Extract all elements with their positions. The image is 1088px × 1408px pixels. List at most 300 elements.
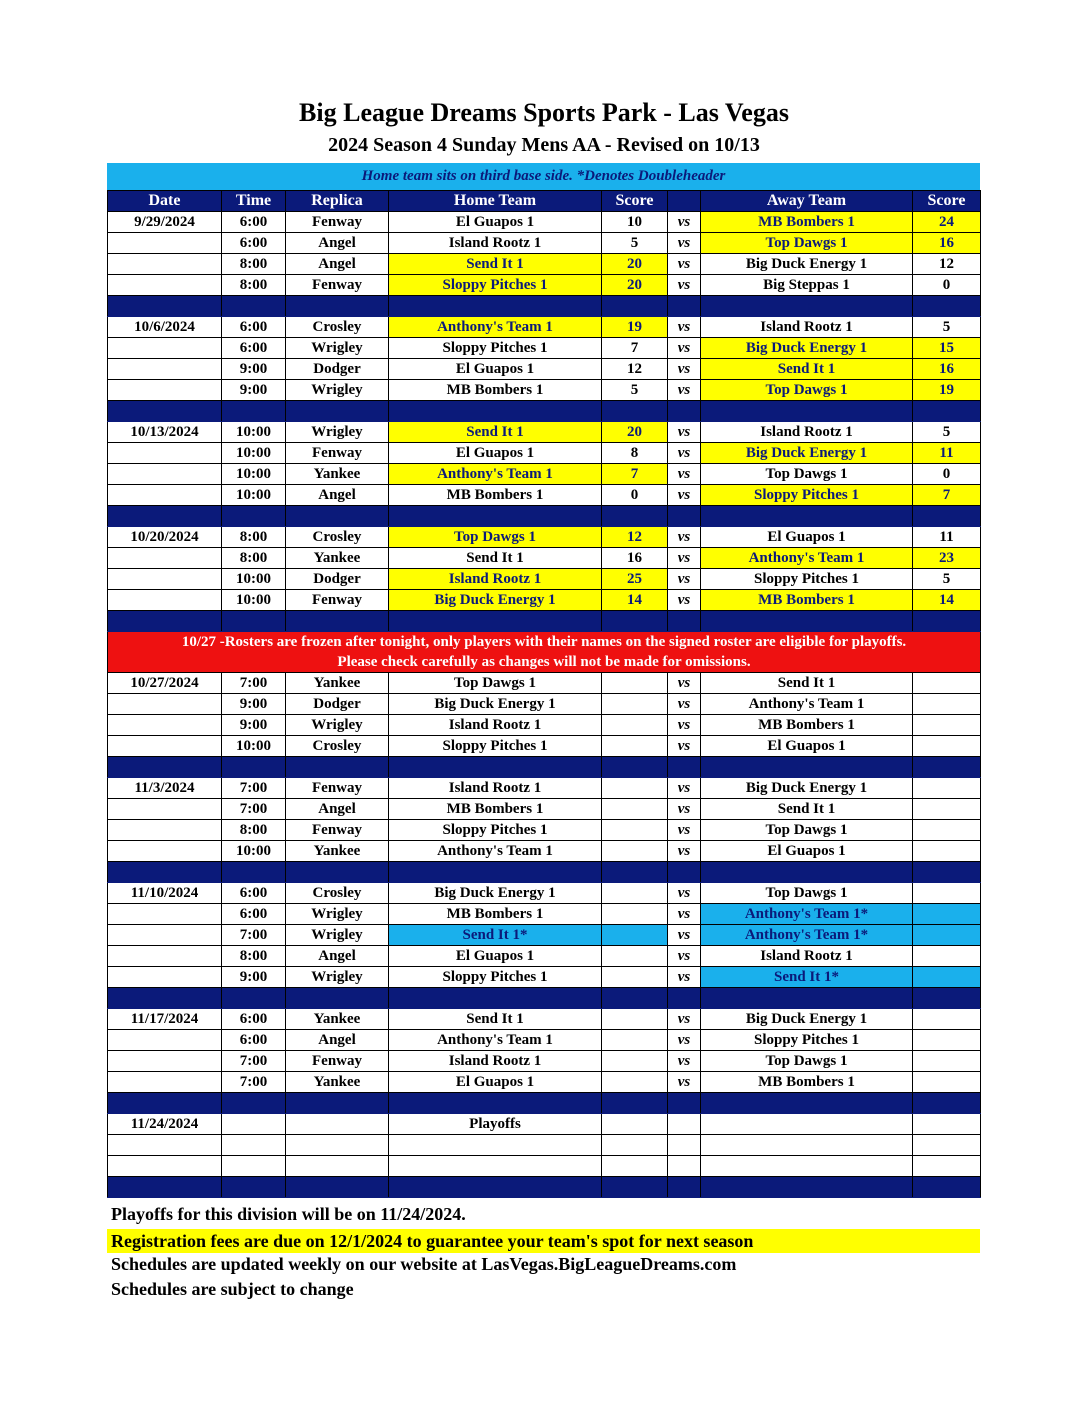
- separator-cell: [701, 988, 913, 1009]
- time-cell: 9:00: [222, 715, 286, 736]
- page-subtitle: 2024 Season 4 Sunday Mens AA - Revised on 10/13: [328, 134, 760, 156]
- vs-cell: vs: [668, 715, 701, 736]
- away-score-cell: [913, 1114, 981, 1135]
- time-cell: 6:00: [222, 883, 286, 904]
- home-score-cell: 25: [602, 569, 668, 590]
- notice-line-1: 10/27 -Rosters are frozen after tonight, only players with their names on the signed roster are eligible for playoffs.: [181, 634, 907, 650]
- separator-cell: [286, 988, 389, 1009]
- separator-cell: [222, 506, 286, 527]
- separator-cell: [286, 506, 389, 527]
- date-cell: [108, 548, 222, 569]
- away-score-cell: 11: [913, 443, 981, 464]
- separator-cell: [222, 862, 286, 883]
- separator-cell: [222, 988, 286, 1009]
- away-score-cell: 19: [913, 380, 981, 401]
- away-score-cell: 16: [913, 233, 981, 254]
- replica-cell: Wrigley: [286, 422, 389, 443]
- date-cell: [108, 380, 222, 401]
- separator-cell: [108, 611, 222, 632]
- time-cell: 10:00: [222, 590, 286, 611]
- time-cell: 8:00: [222, 275, 286, 296]
- home-team-cell: Sloppy Pitches 1: [389, 338, 602, 359]
- time-cell: 9:00: [222, 694, 286, 715]
- away-score-cell: [913, 883, 981, 904]
- away-team-cell: Island Rootz 1: [701, 422, 913, 443]
- vs-cell: vs: [668, 569, 701, 590]
- home-score-cell: [602, 799, 668, 820]
- game-row: [108, 590, 981, 611]
- time-cell: 10:00: [222, 841, 286, 862]
- home-score-cell: [602, 967, 668, 988]
- separator-cell: [286, 757, 389, 778]
- vs-cell: vs: [668, 233, 701, 254]
- separator-cell: [913, 988, 981, 1009]
- home-score-cell: 0: [602, 485, 668, 506]
- date-cell: [108, 694, 222, 715]
- away-score-cell: 0: [913, 464, 981, 485]
- date-cell: [108, 820, 222, 841]
- separator-cell: [701, 1093, 913, 1114]
- time-cell: 6:00: [222, 338, 286, 359]
- separator-cell: [108, 1177, 222, 1198]
- vs-cell: vs: [668, 317, 701, 338]
- home-team-cell: Send It 1: [389, 548, 602, 569]
- away-score-cell: [913, 841, 981, 862]
- home-team-cell: Anthony's Team 1: [389, 317, 602, 338]
- replica-cell: Wrigley: [286, 904, 389, 925]
- home-score-cell: 8: [602, 443, 668, 464]
- away-score-cell: [913, 946, 981, 967]
- away-score-cell: [913, 694, 981, 715]
- away-score-cell: 16: [913, 359, 981, 380]
- away-team-cell: Top Dawgs 1: [701, 233, 913, 254]
- time-cell: 7:00: [222, 778, 286, 799]
- separator-cell: [108, 296, 222, 317]
- time-cell: 10:00: [222, 736, 286, 757]
- separator-cell: [602, 296, 668, 317]
- game-row: [108, 883, 981, 904]
- vs-cell: [668, 1156, 701, 1177]
- away-score-cell: [913, 820, 981, 841]
- date-cell: [108, 233, 222, 254]
- away-team-cell: Big Duck Energy 1: [701, 338, 913, 359]
- date-cell: [108, 904, 222, 925]
- separator-cell: [108, 506, 222, 527]
- home-team-cell: Island Rootz 1: [389, 778, 602, 799]
- separator-cell: [701, 862, 913, 883]
- replica-cell: Fenway: [286, 1051, 389, 1072]
- date-cell: [108, 464, 222, 485]
- game-row: [108, 464, 981, 485]
- home-score-cell: [602, 1135, 668, 1156]
- doubleheader-note: Home team sits on third base side. *Denotes Doubleheader: [107, 163, 980, 190]
- game-row: [108, 820, 981, 841]
- separator-cell: [602, 401, 668, 422]
- vs-cell: vs: [668, 590, 701, 611]
- separator-cell: [913, 401, 981, 422]
- separator-cell: [913, 611, 981, 632]
- separator-cell: [389, 862, 602, 883]
- separator-cell: [701, 1177, 913, 1198]
- date-cell: 11/24/2024: [108, 1114, 222, 1135]
- separator-cell: [286, 296, 389, 317]
- away-team-cell: Big Duck Energy 1: [701, 443, 913, 464]
- away-score-cell: [913, 1156, 981, 1177]
- home-team-cell: Send It 1*: [389, 925, 602, 946]
- game-row: [108, 799, 981, 820]
- separator-cell: [668, 1177, 701, 1198]
- home-score-cell: [602, 883, 668, 904]
- home-team-cell: El Guapos 1: [389, 946, 602, 967]
- separator-cell: [389, 611, 602, 632]
- separator-cell: [701, 401, 913, 422]
- away-team-cell: Island Rootz 1: [701, 946, 913, 967]
- home-team-cell: Island Rootz 1: [389, 715, 602, 736]
- home-score-cell: [602, 778, 668, 799]
- home-team-cell: Island Rootz 1: [389, 233, 602, 254]
- separator-cell: [286, 401, 389, 422]
- away-team-cell: El Guapos 1: [701, 736, 913, 757]
- time-cell: 6:00: [222, 904, 286, 925]
- vs-cell: vs: [668, 904, 701, 925]
- separator-cell: [602, 506, 668, 527]
- replica-cell: Angel: [286, 1030, 389, 1051]
- vs-cell: vs: [668, 925, 701, 946]
- vs-cell: vs: [668, 464, 701, 485]
- separator-cell: [913, 757, 981, 778]
- date-cell: [108, 1156, 222, 1177]
- home-team-cell: Send It 1: [389, 1009, 602, 1030]
- vs-cell: vs: [668, 736, 701, 757]
- date-cell: [108, 946, 222, 967]
- time-cell: 9:00: [222, 967, 286, 988]
- vs-cell: [668, 1114, 701, 1135]
- home-score-cell: [602, 1030, 668, 1051]
- away-score-cell: 5: [913, 569, 981, 590]
- separator-cell: [602, 757, 668, 778]
- away-score-cell: 14: [913, 590, 981, 611]
- week-separator: [108, 506, 981, 527]
- date-cell: [108, 1072, 222, 1093]
- home-score-cell: [602, 841, 668, 862]
- game-row: [108, 904, 981, 925]
- replica-cell: Wrigley: [286, 925, 389, 946]
- away-team-cell: Top Dawgs 1: [701, 883, 913, 904]
- replica-cell: Dodger: [286, 359, 389, 380]
- home-score-cell: 20: [602, 422, 668, 443]
- separator-cell: [286, 1177, 389, 1198]
- separator-cell: [108, 401, 222, 422]
- game-row: [108, 1156, 981, 1177]
- away-team-cell: Big Steppas 1: [701, 275, 913, 296]
- col-vs-header: [668, 191, 701, 212]
- replica-cell: Angel: [286, 233, 389, 254]
- away-score-cell: 15: [913, 338, 981, 359]
- home-score-cell: 12: [602, 527, 668, 548]
- separator-cell: [668, 862, 701, 883]
- game-row: [108, 569, 981, 590]
- separator-cell: [222, 401, 286, 422]
- home-team-cell: Top Dawgs 1: [389, 673, 602, 694]
- separator-cell: [602, 1093, 668, 1114]
- separator-cell: [389, 506, 602, 527]
- separator-cell: [913, 296, 981, 317]
- home-team-cell: Sloppy Pitches 1: [389, 275, 602, 296]
- date-cell: 11/17/2024: [108, 1009, 222, 1030]
- game-row: [108, 233, 981, 254]
- home-score-cell: 5: [602, 233, 668, 254]
- vs-cell: vs: [668, 1051, 701, 1072]
- time-cell: 6:00: [222, 1009, 286, 1030]
- time-cell: 7:00: [222, 1051, 286, 1072]
- time-cell: 8:00: [222, 820, 286, 841]
- week-separator: [108, 988, 981, 1009]
- vs-cell: vs: [668, 1009, 701, 1030]
- vs-cell: vs: [668, 359, 701, 380]
- time-cell: 9:00: [222, 359, 286, 380]
- home-team-cell: Send It 1: [389, 422, 602, 443]
- vs-cell: vs: [668, 799, 701, 820]
- game-row: [108, 925, 981, 946]
- home-score-cell: 19: [602, 317, 668, 338]
- away-team-cell: El Guapos 1: [701, 527, 913, 548]
- home-team-cell: Big Duck Energy 1: [389, 883, 602, 904]
- time-cell: 7:00: [222, 925, 286, 946]
- away-score-cell: [913, 1009, 981, 1030]
- away-score-cell: 11: [913, 527, 981, 548]
- page-title: Big League Dreams Sports Park - Las Vegas: [299, 98, 789, 127]
- date-cell: [108, 925, 222, 946]
- home-score-cell: 10: [602, 212, 668, 233]
- vs-cell: vs: [668, 946, 701, 967]
- game-row: [108, 422, 981, 443]
- vs-cell: vs: [668, 380, 701, 401]
- home-team-cell: El Guapos 1: [389, 443, 602, 464]
- away-score-cell: [913, 1051, 981, 1072]
- away-score-cell: 5: [913, 422, 981, 443]
- replica-cell: Fenway: [286, 820, 389, 841]
- away-team-cell: Send It 1: [701, 799, 913, 820]
- col-replica-header: Replica: [286, 191, 389, 212]
- date-cell: 10/13/2024: [108, 422, 222, 443]
- game-row: [108, 275, 981, 296]
- away-team-cell: Anthony's Team 1*: [701, 904, 913, 925]
- week-separator: [108, 757, 981, 778]
- home-score-cell: [602, 925, 668, 946]
- away-score-cell: [913, 1135, 981, 1156]
- replica-cell: Dodger: [286, 694, 389, 715]
- replica-cell: Crosley: [286, 317, 389, 338]
- week-separator: [108, 401, 981, 422]
- vs-cell: vs: [668, 275, 701, 296]
- home-team-cell: Send It 1: [389, 254, 602, 275]
- time-cell: 7:00: [222, 673, 286, 694]
- home-score-cell: [602, 1072, 668, 1093]
- home-score-cell: 16: [602, 548, 668, 569]
- home-team-cell: Playoffs: [389, 1114, 602, 1135]
- col-home-score-header: Score: [602, 191, 668, 212]
- replica-cell: Wrigley: [286, 715, 389, 736]
- time-cell: 9:00: [222, 380, 286, 401]
- game-row: [108, 1135, 981, 1156]
- game-row: [108, 673, 981, 694]
- game-row: [108, 359, 981, 380]
- home-team-cell: Sloppy Pitches 1: [389, 820, 602, 841]
- date-cell: [108, 1051, 222, 1072]
- replica-cell: Crosley: [286, 883, 389, 904]
- separator-cell: [602, 611, 668, 632]
- game-row: [108, 254, 981, 275]
- date-cell: 11/3/2024: [108, 778, 222, 799]
- vs-cell: vs: [668, 422, 701, 443]
- replica-cell: Yankee: [286, 1072, 389, 1093]
- col-time-header: Time: [222, 191, 286, 212]
- separator-cell: [286, 611, 389, 632]
- separator-cell: [701, 296, 913, 317]
- away-team-cell: Top Dawgs 1: [701, 1051, 913, 1072]
- away-score-cell: 7: [913, 485, 981, 506]
- home-score-cell: 14: [602, 590, 668, 611]
- home-team-cell: Big Duck Energy 1: [389, 590, 602, 611]
- replica-cell: Fenway: [286, 443, 389, 464]
- separator-cell: [286, 1093, 389, 1114]
- home-score-cell: [602, 820, 668, 841]
- date-cell: [108, 736, 222, 757]
- date-cell: [108, 359, 222, 380]
- time-cell: [222, 1135, 286, 1156]
- game-row: [108, 1051, 981, 1072]
- away-score-cell: [913, 715, 981, 736]
- date-cell: [108, 1030, 222, 1051]
- away-team-cell: MB Bombers 1: [701, 1072, 913, 1093]
- home-team-cell: Big Duck Energy 1: [389, 694, 602, 715]
- game-row: [108, 1072, 981, 1093]
- home-team-cell: El Guapos 1: [389, 212, 602, 233]
- footer-playoffs-note: Playoffs for this division will be on 11/24/2024.: [111, 1204, 466, 1224]
- separator-cell: [389, 296, 602, 317]
- away-score-cell: 12: [913, 254, 981, 275]
- game-row: [108, 715, 981, 736]
- separator-cell: [913, 862, 981, 883]
- date-cell: [108, 569, 222, 590]
- away-team-cell: Send It 1*: [701, 967, 913, 988]
- date-cell: [108, 275, 222, 296]
- away-score-cell: [913, 1072, 981, 1093]
- away-team-cell: Big Duck Energy 1: [701, 778, 913, 799]
- vs-cell: vs: [668, 212, 701, 233]
- vs-cell: vs: [668, 1072, 701, 1093]
- game-row: [108, 1009, 981, 1030]
- away-team-cell: Top Dawgs 1: [701, 464, 913, 485]
- time-cell: 6:00: [222, 233, 286, 254]
- away-team-cell: MB Bombers 1: [701, 212, 913, 233]
- away-team-cell: El Guapos 1: [701, 841, 913, 862]
- replica-cell: Yankee: [286, 1009, 389, 1030]
- home-team-cell: Anthony's Team 1: [389, 1030, 602, 1051]
- replica-cell: Angel: [286, 799, 389, 820]
- replica-cell: Fenway: [286, 778, 389, 799]
- home-score-cell: 7: [602, 338, 668, 359]
- vs-cell: vs: [668, 527, 701, 548]
- game-row: [108, 527, 981, 548]
- time-cell: 10:00: [222, 443, 286, 464]
- away-score-cell: [913, 799, 981, 820]
- time-cell: 10:00: [222, 569, 286, 590]
- col-away-score-header: Score: [913, 191, 981, 212]
- home-score-cell: [602, 736, 668, 757]
- separator-cell: [389, 757, 602, 778]
- replica-cell: Yankee: [286, 548, 389, 569]
- home-score-cell: [602, 1156, 668, 1177]
- game-row: [108, 946, 981, 967]
- replica-cell: Yankee: [286, 673, 389, 694]
- away-team-cell: [701, 1135, 913, 1156]
- separator-cell: [286, 862, 389, 883]
- date-cell: 10/6/2024: [108, 317, 222, 338]
- schedule-table: [107, 190, 981, 1198]
- separator-cell: [108, 862, 222, 883]
- separator-cell: [701, 757, 913, 778]
- roster-freeze-notice: [108, 632, 981, 673]
- separator-cell: [108, 1093, 222, 1114]
- separator-cell: [701, 506, 913, 527]
- date-cell: [108, 1135, 222, 1156]
- time-cell: 8:00: [222, 527, 286, 548]
- header-row: [108, 191, 981, 212]
- separator-cell: [389, 401, 602, 422]
- separator-cell: [389, 988, 602, 1009]
- home-score-cell: [602, 1009, 668, 1030]
- separator-cell: [222, 1093, 286, 1114]
- footer-website-note: Schedules are updated weekly on our website at LasVegas.BigLeagueDreams.com: [111, 1254, 737, 1274]
- time-cell: 6:00: [222, 317, 286, 338]
- home-score-cell: 20: [602, 254, 668, 275]
- away-team-cell: Sloppy Pitches 1: [701, 485, 913, 506]
- home-team-cell: Island Rootz 1: [389, 569, 602, 590]
- vs-cell: vs: [668, 338, 701, 359]
- date-cell: 10/20/2024: [108, 527, 222, 548]
- game-row: [108, 212, 981, 233]
- date-cell: 9/29/2024: [108, 212, 222, 233]
- game-row: [108, 778, 981, 799]
- vs-cell: vs: [668, 841, 701, 862]
- away-team-cell: [701, 1156, 913, 1177]
- replica-cell: Wrigley: [286, 967, 389, 988]
- vs-cell: vs: [668, 820, 701, 841]
- time-cell: 6:00: [222, 1030, 286, 1051]
- week-separator: [108, 296, 981, 317]
- home-team-cell: Island Rootz 1: [389, 1051, 602, 1072]
- col-away-team-header: Away Team: [701, 191, 913, 212]
- replica-cell: Fenway: [286, 275, 389, 296]
- game-row: [108, 548, 981, 569]
- home-score-cell: [602, 694, 668, 715]
- replica-cell: Crosley: [286, 527, 389, 548]
- date-cell: 11/10/2024: [108, 883, 222, 904]
- away-team-cell: Send It 1: [701, 359, 913, 380]
- away-team-cell: Big Duck Energy 1: [701, 1009, 913, 1030]
- replica-cell: Angel: [286, 946, 389, 967]
- replica-cell: Wrigley: [286, 338, 389, 359]
- separator-cell: [222, 1177, 286, 1198]
- game-row: [108, 694, 981, 715]
- home-team-cell: MB Bombers 1: [389, 380, 602, 401]
- separator-cell: [668, 506, 701, 527]
- vs-cell: vs: [668, 254, 701, 275]
- separator-cell: [668, 611, 701, 632]
- home-team-cell: Anthony's Team 1: [389, 841, 602, 862]
- replica-cell: Dodger: [286, 569, 389, 590]
